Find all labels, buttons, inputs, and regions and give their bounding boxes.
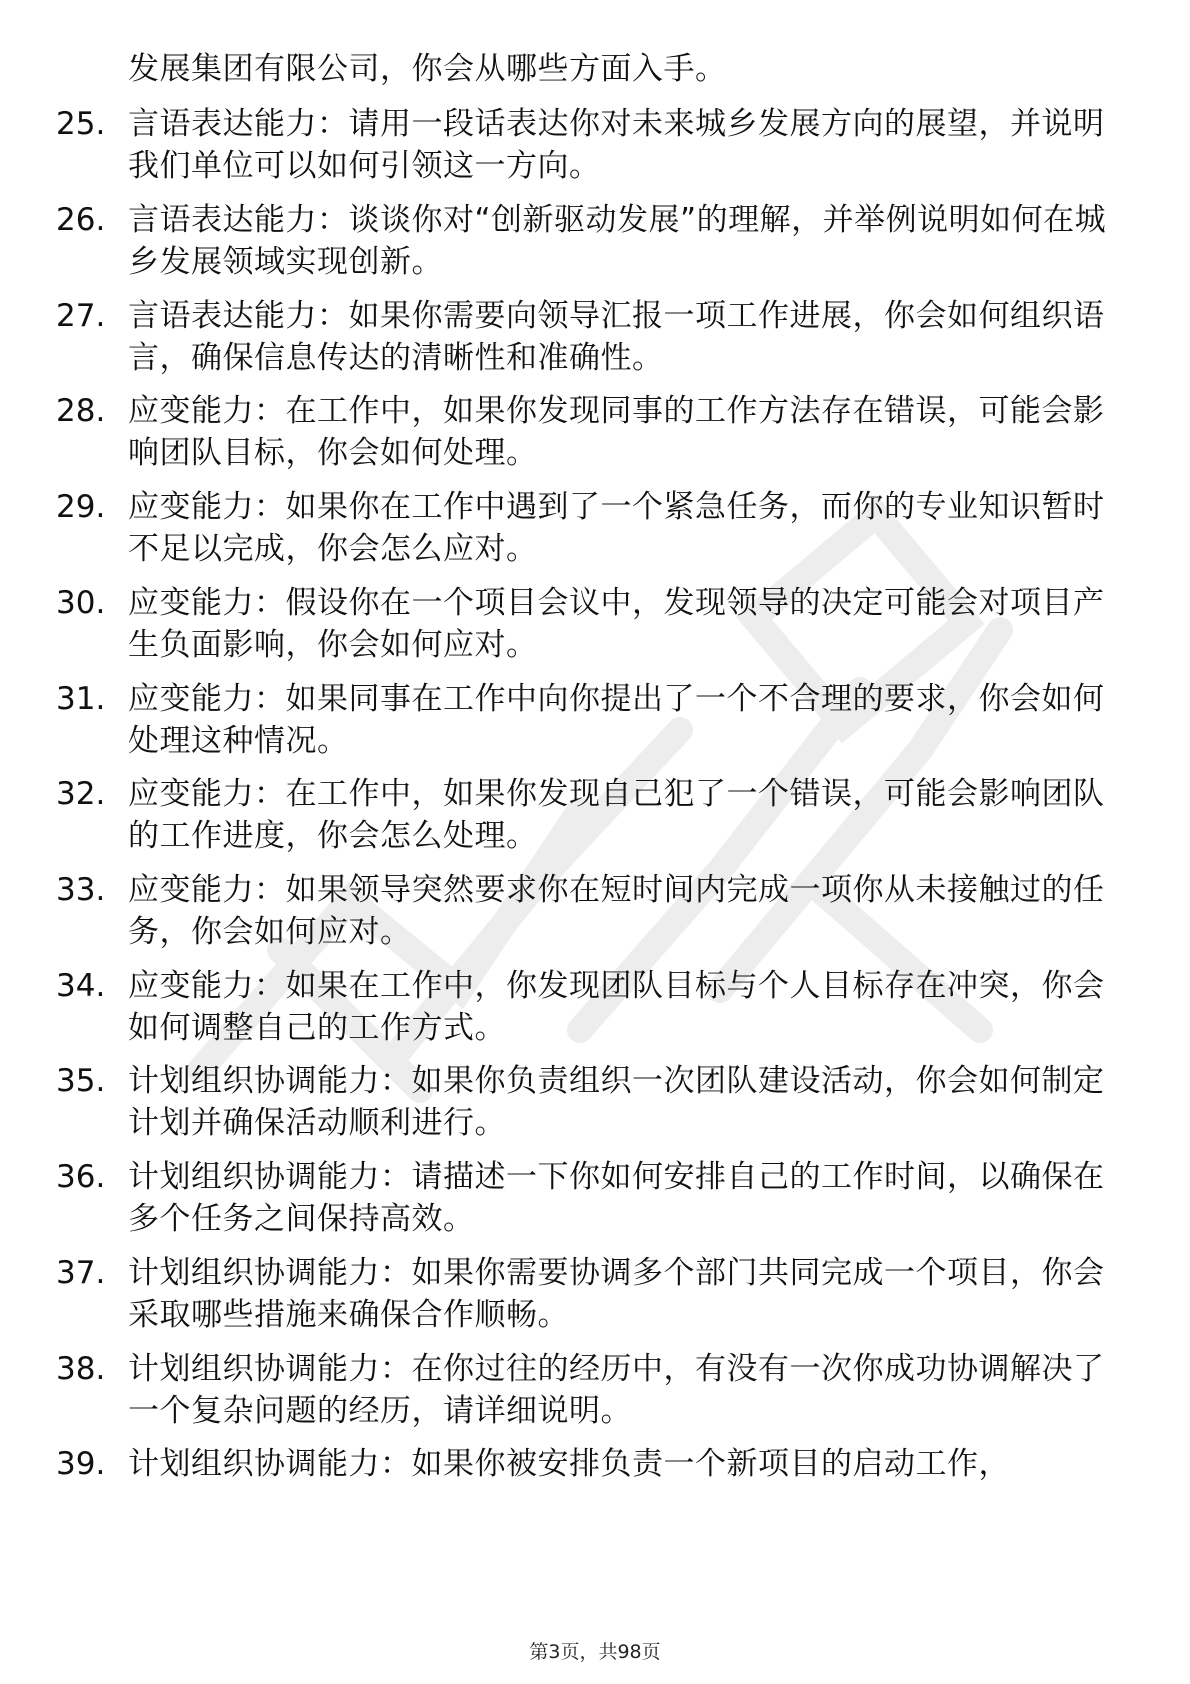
question-number: 29. bbox=[56, 489, 106, 525]
question-item bbox=[0, 773, 1190, 863]
question-number: 39. bbox=[56, 1446, 106, 1482]
question-number: 30. bbox=[56, 585, 106, 621]
question-item bbox=[0, 1252, 1190, 1342]
question-number: 36. bbox=[56, 1159, 106, 1195]
question-text: 计划组织协调能力：如果你负责组织一次团队建设活动，你会如何制定计划并确保活动顺利进行。 bbox=[128, 1063, 1105, 1141]
question-item bbox=[0, 869, 1190, 959]
question-item bbox=[0, 582, 1190, 672]
question-number: 28. bbox=[56, 393, 106, 429]
question-item bbox=[0, 1156, 1190, 1246]
question-item bbox=[0, 965, 1190, 1055]
continuation-text: 发展集团有限公司，你会从哪些方面入手。 bbox=[128, 51, 727, 87]
question-number: 31. bbox=[56, 681, 106, 717]
question-item bbox=[0, 103, 1190, 193]
question-number: 27. bbox=[56, 298, 106, 334]
question-text: 应变能力：如果领导突然要求你在短时间内完成一项你从未接触过的任务，你会如何应对。 bbox=[128, 872, 1105, 950]
question-text: 言语表达能力：请用一段话表达你对未来城乡发展方向的展望，并说明我们单位可以如何引领这一方向。 bbox=[128, 106, 1105, 184]
question-item bbox=[0, 486, 1190, 576]
question-item bbox=[0, 295, 1190, 385]
question-number: 35. bbox=[56, 1063, 106, 1099]
question-item bbox=[0, 1348, 1190, 1438]
question-text: 计划组织协调能力：如果你需要协调多个部门共同完成一个项目，你会采取哪些措施来确保合作顺畅。 bbox=[128, 1255, 1105, 1333]
question-item bbox=[0, 1060, 1190, 1150]
question-text: 应变能力：如果同事在工作中向你提出了一个不合理的要求，你会如何处理这种情况。 bbox=[128, 681, 1105, 759]
question-number: 32. bbox=[56, 776, 106, 812]
question-text: 言语表达能力：谈谈你对“创新驱动发展”的理解，并举例说明如何在城乡发展领域实现创新。 bbox=[128, 202, 1107, 280]
question-number: 37. bbox=[56, 1255, 106, 1291]
question-text: 计划组织协调能力：如果你被安排负责一个新项目的启动工作， bbox=[128, 1446, 1010, 1482]
question-item bbox=[0, 390, 1190, 480]
page-footer: 第3页，共98页 bbox=[529, 1641, 661, 1663]
question-text: 应变能力：在工作中，如果你发现同事的工作方法存在错误，可能会影响团队目标，你会如何处理。 bbox=[128, 393, 1105, 471]
question-number: 26. bbox=[56, 202, 106, 238]
question-text: 计划组织协调能力：在你过往的经历中，有没有一次你成功协调解决了一个复杂问题的经历，请详细说明。 bbox=[128, 1351, 1105, 1429]
question-item bbox=[0, 1443, 1190, 1533]
question-item bbox=[0, 678, 1190, 768]
question-text: 应变能力：在工作中，如果你发现自己犯了一个错误，可能会影响团队的工作进度，你会怎么处理。 bbox=[128, 776, 1105, 854]
question-text: 计划组织协调能力：请描述一下你如何安排自己的工作时间，以确保在多个任务之间保持高效。 bbox=[128, 1159, 1105, 1237]
question-number: 34. bbox=[56, 968, 106, 1004]
question-text: 言语表达能力：如果你需要向领导汇报一项工作进展，你会如何组织语言，确保信息传达的清晰性和准确性。 bbox=[128, 298, 1105, 376]
question-text: 应变能力：如果你在工作中遇到了一个紧急任务，而你的专业知识暂时不足以完成，你会怎么应对。 bbox=[128, 489, 1105, 567]
question-item bbox=[0, 199, 1190, 289]
question-number: 33. bbox=[56, 872, 106, 908]
question-text: 应变能力：如果在工作中，你发现团队目标与个人目标存在冲突，你会如何调整自己的工作方式。 bbox=[128, 968, 1105, 1046]
question-text: 应变能力：假设你在一个项目会议中，发现领导的决定可能会对项目产生负面影响，你会如何应对。 bbox=[128, 585, 1105, 663]
question-number: 38. bbox=[56, 1351, 106, 1387]
question-number: 25. bbox=[56, 106, 106, 142]
